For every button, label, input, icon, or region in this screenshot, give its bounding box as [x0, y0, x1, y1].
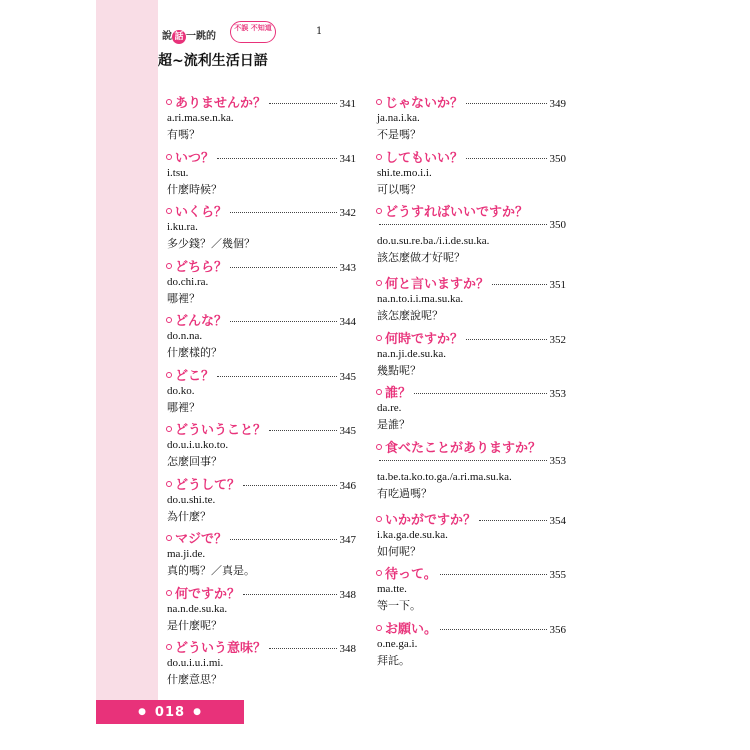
romaji: do.n.na.	[167, 330, 203, 342]
phrase-entry	[166, 256, 356, 311]
page-number: 018	[154, 704, 186, 720]
dot-leader	[379, 460, 547, 461]
dot-leader	[230, 539, 336, 540]
translation: 為什麼？	[167, 509, 211, 523]
romaji: do.ko.	[167, 384, 195, 397]
circle-bullet-icon	[166, 481, 172, 487]
translation: 是誰？	[377, 418, 410, 431]
phrase-line	[376, 201, 566, 219]
dot-leader	[217, 158, 336, 159]
phrase-entry	[376, 509, 566, 564]
phrase-line	[166, 92, 356, 110]
romaji: ja.na.i.ka.	[377, 112, 420, 124]
dot-leader	[269, 430, 336, 431]
phrase-entry	[166, 419, 356, 474]
romaji: a.ri.ma.se.n.ka.	[167, 112, 234, 124]
phrase-entry	[376, 201, 566, 273]
japanese-phrase: いくら？	[175, 205, 228, 220]
dot-leader	[217, 376, 336, 377]
dot-leader	[440, 629, 546, 630]
page-reference[interactable]: 341	[339, 98, 356, 110]
page-reference[interactable]: 342	[339, 207, 356, 219]
page-reference[interactable]: 356	[549, 623, 566, 636]
circle-bullet-icon	[376, 389, 382, 395]
page-reference[interactable]: 346	[339, 479, 356, 492]
romaji: do.u.shi.te.	[167, 493, 216, 506]
circle-bullet-icon	[376, 516, 382, 522]
logo-badge: 不誤 不知道	[230, 21, 276, 43]
phrase-line	[166, 583, 356, 601]
phrase-entry	[376, 563, 566, 618]
side-band	[96, 0, 158, 700]
phrase-entry	[376, 382, 566, 437]
dot-leader	[466, 339, 546, 340]
circle-bullet-icon	[166, 263, 172, 269]
phrase-entry	[166, 474, 356, 529]
romaji: do.u.i.u.ko.to.	[167, 439, 229, 451]
page-reference[interactable]: 343	[339, 261, 356, 274]
phrase-entry	[376, 147, 566, 202]
japanese-phrase: どういうこと？	[175, 423, 267, 438]
circle-bullet-icon	[166, 590, 172, 596]
book-logo	[158, 24, 292, 72]
dot-leader	[379, 224, 547, 225]
phrase-line	[166, 365, 356, 383]
page-reference[interactable]: 350	[549, 219, 566, 231]
circle-bullet-icon	[166, 208, 172, 214]
dot-leader	[479, 520, 546, 521]
japanese-phrase: 何と言いますか？	[385, 277, 490, 292]
japanese-phrase: 何ですか？	[175, 586, 241, 602]
page-reference[interactable]: 350	[549, 152, 566, 165]
japanese-phrase: 何時ですか？	[385, 331, 464, 347]
romaji: i.ku.ra.	[167, 221, 198, 233]
japanese-phrase: いつ？	[175, 150, 215, 166]
phrase-line	[166, 201, 356, 219]
translation: 不是嗎？	[377, 128, 421, 141]
circle-bullet-icon	[376, 625, 382, 631]
page-number-bar	[96, 700, 244, 724]
phrase-entry	[376, 618, 566, 673]
translation: 什麼樣的？	[167, 346, 222, 359]
japanese-phrase: じゃないか？	[385, 96, 464, 111]
phrase-line	[376, 618, 566, 636]
dot-leader	[269, 103, 336, 104]
romaji: na.n.to.i.i.ma.su.ka.	[377, 293, 464, 305]
dot-leader	[440, 574, 547, 575]
phrase-line	[166, 474, 356, 492]
phrase-line	[376, 509, 566, 527]
book-title: 超~流利生活日語	[158, 53, 268, 69]
circle-bullet-icon	[166, 99, 172, 105]
dot-leader	[230, 212, 336, 213]
page-reference[interactable]: 345	[339, 425, 356, 437]
circle-bullet-icon	[376, 99, 382, 105]
page-reference[interactable]: 344	[339, 316, 356, 328]
japanese-phrase: マジで？	[175, 532, 228, 547]
page-reference[interactable]: 341	[339, 152, 356, 165]
romaji: na.n.ji.de.su.ka.	[377, 347, 447, 360]
japanese-phrase: どうして？	[175, 477, 241, 493]
page-reference[interactable]: 345	[339, 370, 356, 383]
logo-pre: 說	[162, 31, 172, 42]
romaji: ma.ji.de.	[167, 548, 206, 560]
circle-bullet-icon	[166, 644, 172, 650]
romaji: do.u.su.re.ba./i.i.de.su.ka.	[377, 235, 490, 247]
phrase-entry	[166, 365, 356, 420]
dot-leader	[269, 648, 336, 649]
dot-leader	[243, 485, 336, 486]
translation: 真的嗎？／真是。	[167, 564, 255, 577]
japanese-phrase: どんな？	[175, 314, 228, 329]
translation: 等一下。	[377, 599, 421, 612]
japanese-phrase: 食べたことがありますか？	[385, 440, 542, 456]
dot-icon: ●	[193, 707, 202, 717]
phrase-line	[376, 92, 566, 110]
phrase-entry	[376, 328, 566, 383]
page-reference[interactable]: 348	[339, 643, 356, 655]
page-ref-line	[376, 219, 566, 233]
phrase-line	[166, 147, 356, 165]
page-reference[interactable]: 353	[549, 388, 566, 400]
romaji: i.tsu.	[167, 166, 189, 179]
translation: 多少錢？／幾個？	[167, 237, 255, 250]
page-reference[interactable]: 353	[549, 454, 566, 467]
dot-icon: ●	[138, 707, 147, 717]
circle-bullet-icon	[166, 535, 172, 541]
phrase-line	[166, 419, 356, 437]
japanese-phrase: どうすればいいですか？	[385, 205, 529, 220]
romaji: ma.tte.	[377, 583, 407, 595]
phrase-entry	[166, 92, 356, 147]
japanese-phrase: お願い。	[385, 621, 438, 637]
circle-bullet-icon	[376, 570, 382, 576]
page-mark: 1	[316, 26, 323, 37]
phrase-line	[376, 147, 566, 165]
phrase-line	[166, 310, 356, 328]
left-column	[166, 92, 356, 692]
phrase-entry	[166, 147, 356, 202]
romaji: do.chi.ra.	[167, 275, 209, 288]
circle-bullet-icon	[166, 372, 172, 378]
translation: 有嗎？	[167, 128, 200, 141]
circle-bullet-icon	[166, 154, 172, 160]
circle-bullet-icon	[376, 154, 382, 160]
circle-bullet-icon	[376, 280, 382, 286]
romaji: i.ka.ga.de.su.ka.	[377, 528, 448, 541]
japanese-phrase: どういう意味？	[175, 641, 267, 656]
japanese-phrase: してもいい？	[385, 150, 464, 166]
translation: 如何呢？	[377, 544, 421, 558]
phrase-entry	[376, 437, 566, 509]
translation: 有吃過嗎？	[377, 486, 432, 500]
japanese-phrase: いかがですか？	[385, 512, 477, 528]
circle-bullet-icon	[376, 335, 382, 341]
logo-line1	[162, 27, 216, 44]
translation: 拜託。	[377, 653, 410, 667]
circle-bullet-icon	[376, 444, 382, 450]
romaji: do.u.i.u.i.mi.	[167, 657, 224, 669]
logo-post: 一跳的	[186, 31, 216, 42]
phrase-line	[376, 382, 566, 400]
circle-bullet-icon	[166, 317, 172, 323]
romaji: shi.te.mo.i.i.	[377, 166, 432, 179]
phrase-line	[166, 528, 356, 546]
translation: 哪裡？	[167, 400, 200, 414]
phrase-line	[376, 437, 566, 455]
page-reference[interactable]: 355	[549, 569, 566, 581]
japanese-phrase: どこ？	[175, 368, 215, 384]
logo-highlight: 話	[172, 30, 186, 44]
page-reference[interactable]: 349	[549, 98, 566, 110]
romaji: o.ne.ga.i.	[377, 637, 418, 650]
translation: 是什麼呢？	[167, 618, 222, 632]
page-reference[interactable]: 348	[339, 588, 356, 601]
phrase-entry	[166, 310, 356, 365]
dot-leader	[466, 158, 546, 159]
translation: 幾點呢？	[377, 363, 421, 377]
phrase-entry	[166, 637, 356, 692]
translation: 什麼意思？	[167, 673, 222, 686]
romaji: da.re.	[377, 402, 402, 414]
phrase-entry	[166, 583, 356, 638]
page-reference[interactable]: 347	[339, 534, 356, 546]
phrase-line	[376, 563, 566, 581]
dot-leader	[243, 594, 336, 595]
page-reference[interactable]: 354	[549, 514, 566, 527]
romaji: ta.be.ta.ko.to.ga./a.ri.ma.su.ka.	[377, 470, 512, 483]
japanese-phrase: 待って。	[385, 567, 437, 582]
phrase-entry	[376, 92, 566, 147]
phrase-line	[166, 256, 356, 274]
dot-leader	[414, 393, 546, 394]
phrase-entry	[376, 273, 566, 328]
page-reference[interactable]: 352	[549, 333, 566, 346]
translation: 什麼時候？	[167, 182, 222, 196]
romaji: na.n.de.su.ka.	[167, 602, 228, 615]
phrase-line	[376, 328, 566, 346]
japanese-phrase: どちら？	[175, 259, 228, 275]
dot-leader	[230, 267, 336, 268]
dot-leader	[230, 321, 336, 322]
circle-bullet-icon	[376, 208, 382, 214]
phrase-line	[376, 273, 566, 291]
translation: 怎麼回事？	[167, 455, 222, 468]
right-column	[376, 92, 566, 672]
dot-leader	[492, 284, 546, 285]
translation: 哪裡？	[167, 291, 200, 305]
translation: 可以嗎？	[377, 182, 421, 196]
japanese-phrase: ありませんか？	[175, 96, 267, 111]
phrase-entry	[166, 528, 356, 583]
phrase-line	[166, 637, 356, 655]
translation: 該怎麼做才好呢？	[377, 251, 465, 264]
page-reference[interactable]: 351	[549, 279, 566, 291]
page-ref-line	[376, 455, 566, 469]
japanese-phrase: 誰？	[385, 386, 412, 401]
translation: 該怎麼說呢？	[377, 309, 443, 322]
phrase-entry	[166, 201, 356, 256]
dot-leader	[466, 103, 546, 104]
circle-bullet-icon	[166, 426, 172, 432]
